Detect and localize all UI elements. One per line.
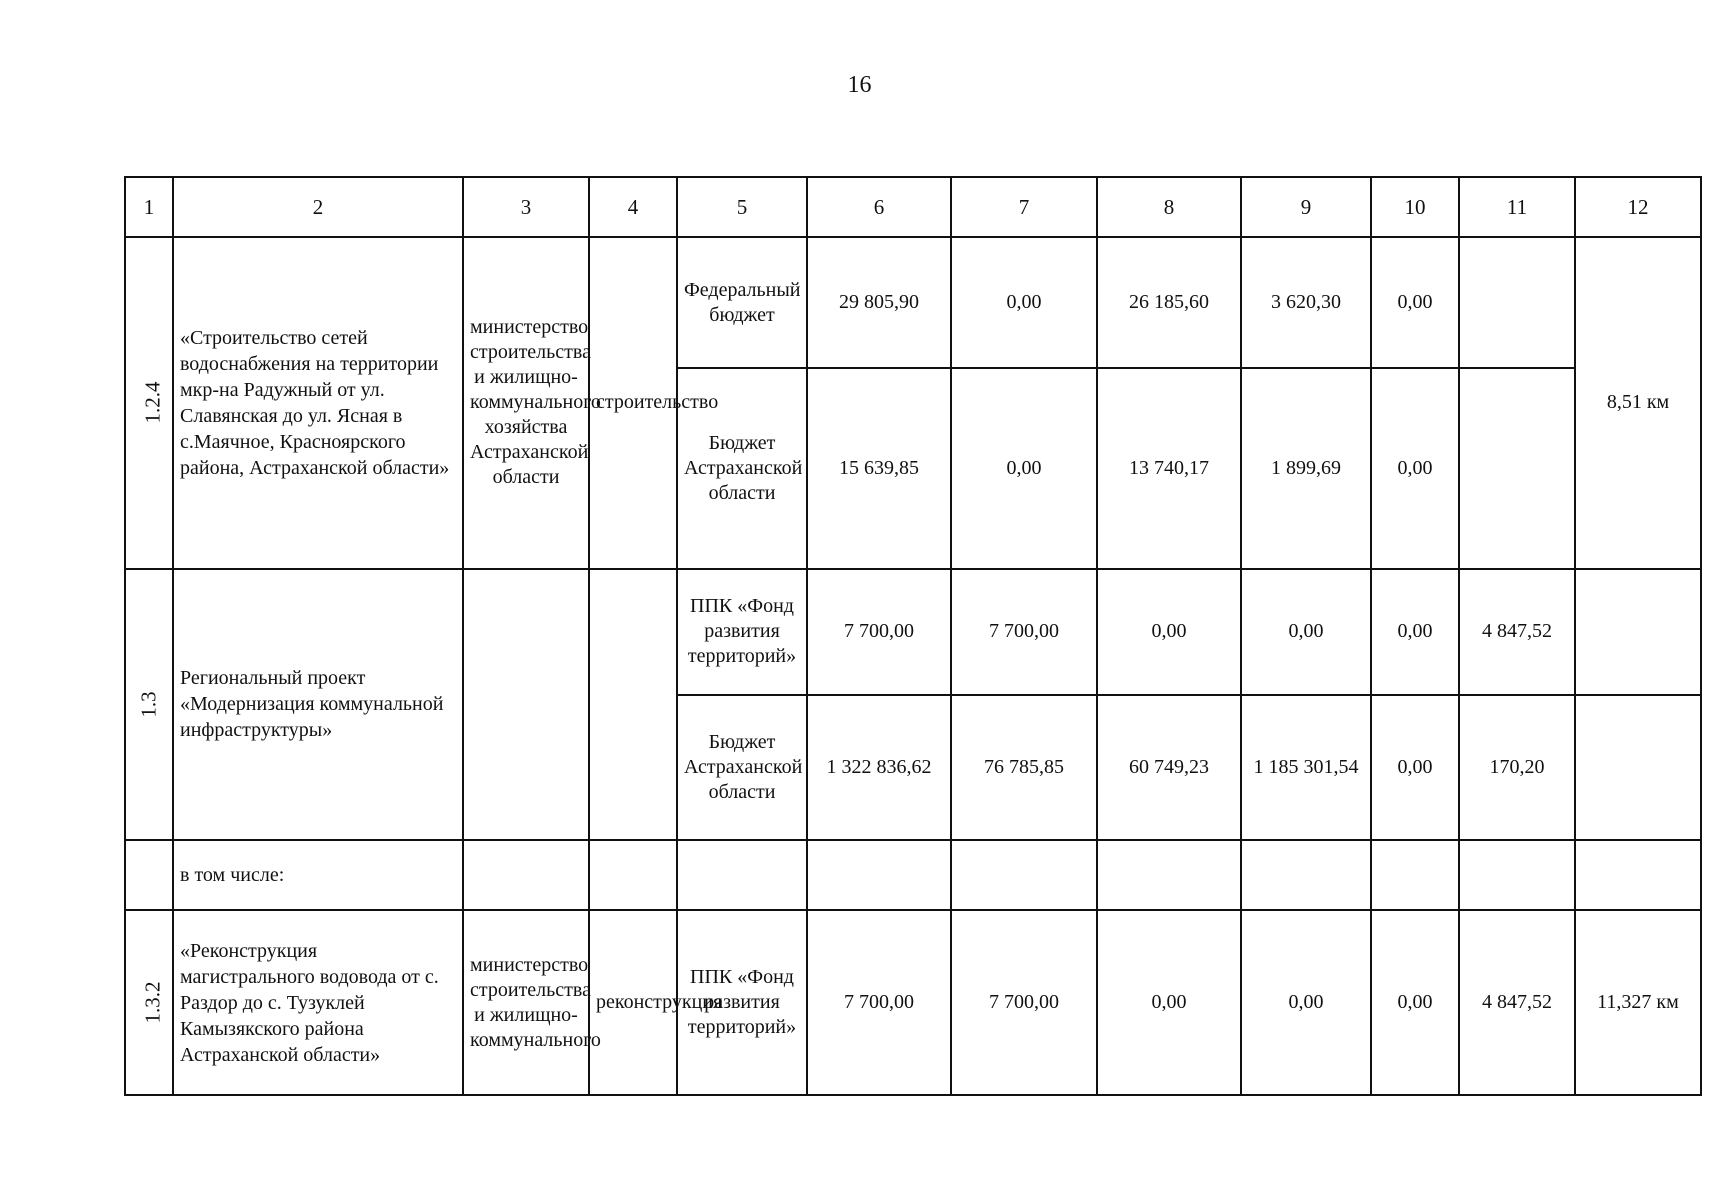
value-cell: 3 620,30 — [1241, 237, 1371, 368]
value-cell: 7 700,00 — [951, 569, 1097, 696]
value-cell: 0,00 — [1097, 910, 1241, 1095]
funding-source: Федеральный бюджет — [677, 237, 807, 368]
table-row — [125, 237, 1701, 368]
table-row — [125, 910, 1701, 1095]
empty-cell — [951, 840, 1097, 910]
row-number: 1.3 — [125, 569, 173, 840]
value-cell: 4 847,52 — [1459, 910, 1575, 1095]
value-cell: 0,00 — [1371, 695, 1459, 840]
row-number — [125, 840, 173, 910]
column-header: 2 — [173, 177, 463, 237]
empty-cell — [1241, 840, 1371, 910]
empty-cell — [807, 840, 951, 910]
value-cell: 0,00 — [1371, 237, 1459, 368]
funding-source: ППК «Фонд развития территорий» — [677, 910, 807, 1095]
value-cell: 7 700,00 — [807, 569, 951, 696]
column-header-row — [125, 177, 1701, 237]
value-cell: 26 185,60 — [1097, 237, 1241, 368]
result-cell: 11,327 км — [1575, 910, 1701, 1095]
value-cell: 0,00 — [951, 237, 1097, 368]
funding-source: Бюджет Астраханской области — [677, 695, 807, 840]
value-cell: 0,00 — [1371, 569, 1459, 696]
empty-cell — [1371, 840, 1459, 910]
table-row — [125, 569, 1701, 696]
program-table — [124, 176, 1702, 1096]
value-cell: 13 740,17 — [1097, 368, 1241, 569]
value-cell: 0,00 — [1371, 368, 1459, 569]
column-header: 8 — [1097, 177, 1241, 237]
project-name: Региональный проект «Модернизация коммунальной инфраструктуры» — [173, 569, 463, 840]
column-header: 9 — [1241, 177, 1371, 237]
column-header: 11 — [1459, 177, 1575, 237]
column-header: 5 — [677, 177, 807, 237]
empty-cell — [677, 840, 807, 910]
empty-cell — [1459, 840, 1575, 910]
empty-cell — [463, 840, 589, 910]
work-type — [589, 569, 677, 840]
value-cell: 15 639,85 — [807, 368, 951, 569]
value-cell: 0,00 — [1241, 910, 1371, 1095]
value-cell — [1459, 368, 1575, 569]
value-cell: 1 322 836,62 — [807, 695, 951, 840]
value-cell: 170,20 — [1459, 695, 1575, 840]
column-header: 12 — [1575, 177, 1701, 237]
value-cell: 60 749,23 — [1097, 695, 1241, 840]
page-number: 16 — [847, 72, 872, 98]
empty-cell — [1575, 840, 1701, 910]
result-cell — [1575, 695, 1701, 840]
value-cell — [1459, 237, 1575, 368]
work-type: строительство — [589, 237, 677, 568]
row-number: 1.2.4 — [125, 237, 173, 568]
executor — [463, 569, 589, 840]
empty-cell — [589, 840, 677, 910]
value-cell: 0,00 — [951, 368, 1097, 569]
value-cell: 7 700,00 — [951, 910, 1097, 1095]
column-header: 3 — [463, 177, 589, 237]
empty-cell — [1097, 840, 1241, 910]
including-label: в том числе: — [173, 840, 463, 910]
work-type: реконструкция — [589, 910, 677, 1095]
table-row — [125, 840, 1701, 910]
value-cell: 1 899,69 — [1241, 368, 1371, 569]
column-header: 10 — [1371, 177, 1459, 237]
value-cell: 7 700,00 — [807, 910, 951, 1095]
project-name: «Строительство сетей водоснабжения на территории мкр-на Радужный от ул. Славянская до ул. Ясная в с.Маячное, Красноярского района, Астраханской области» — [173, 237, 463, 568]
column-header: 4 — [589, 177, 677, 237]
column-header: 7 — [951, 177, 1097, 237]
result-cell — [1575, 569, 1701, 696]
value-cell: 0,00 — [1097, 569, 1241, 696]
value-cell: 0,00 — [1241, 569, 1371, 696]
funding-source: ППК «Фонд развития территорий» — [677, 569, 807, 696]
value-cell: 76 785,85 — [951, 695, 1097, 840]
executor: министерство строительства и жилищно-коммунального хозяйства Астраханской области — [463, 237, 589, 568]
funding-source: Бюджет Астраханской области — [677, 368, 807, 569]
result-cell: 8,51 км — [1575, 237, 1701, 568]
value-cell: 0,00 — [1371, 910, 1459, 1095]
value-cell: 4 847,52 — [1459, 569, 1575, 696]
row-number: 1.3.2 — [125, 910, 173, 1095]
executor: министерство строительства и жилищно-коммунального — [463, 910, 589, 1095]
column-header: 1 — [125, 177, 173, 237]
value-cell: 1 185 301,54 — [1241, 695, 1371, 840]
value-cell: 29 805,90 — [807, 237, 951, 368]
project-name: «Реконструкция магистрального водовода от с. Раздор до с. Тузуклей Камызякского района Астраханской области» — [173, 910, 463, 1095]
column-header: 6 — [807, 177, 951, 237]
